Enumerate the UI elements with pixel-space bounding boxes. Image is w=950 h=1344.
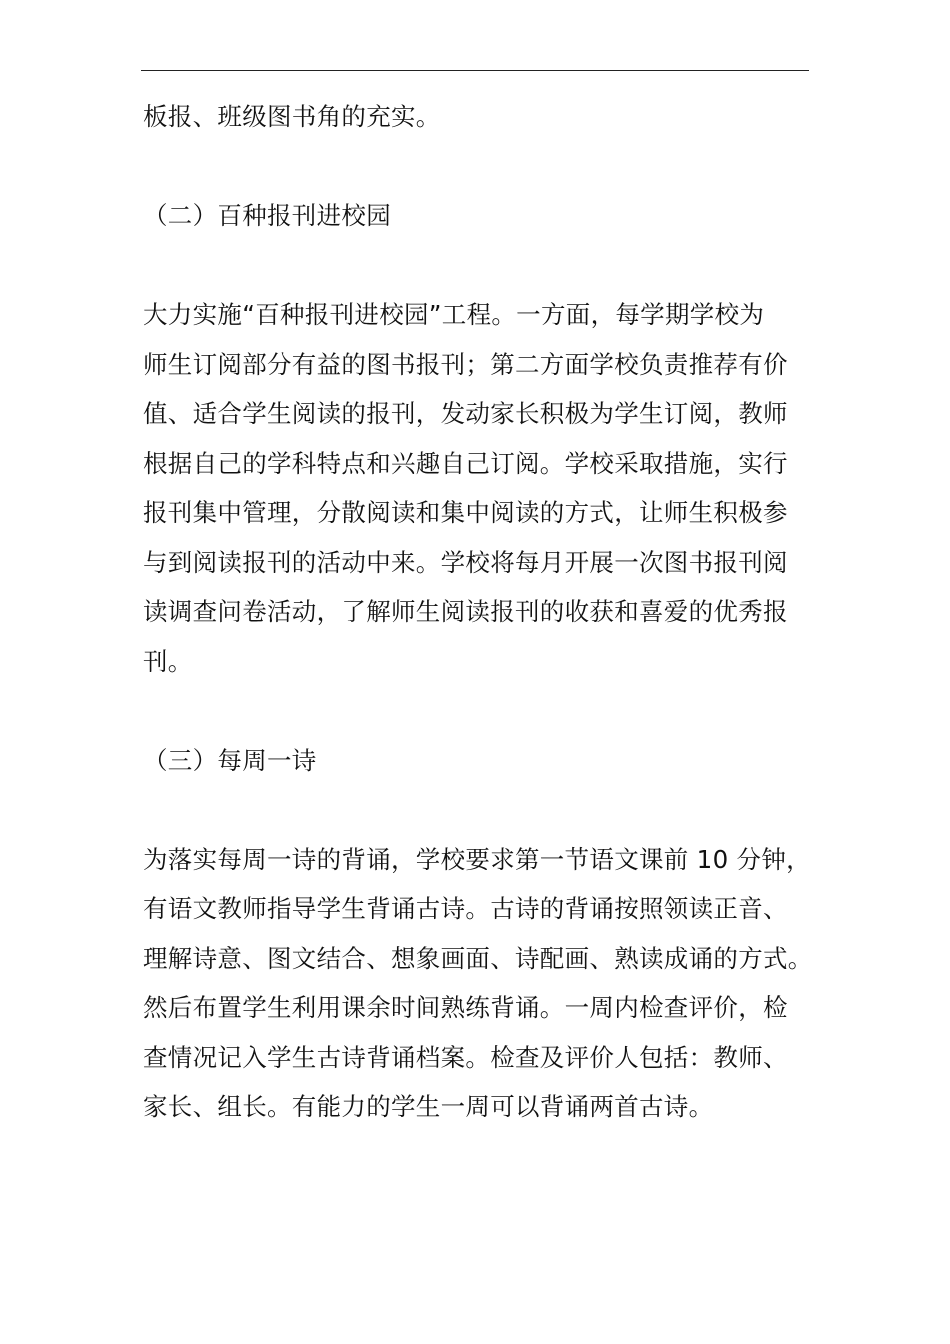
continuation-paragraph <box>143 92 813 142</box>
section-3-paragraph <box>143 835 813 1132</box>
header-rule <box>141 70 809 71</box>
text-line: 然后布置学生利用课余时间熟练背诵。一周内检查评价，检 <box>143 993 788 1022</box>
text-line: 大力实施“百种报刊进校园”工程。一方面，每学期学校为 <box>143 300 765 329</box>
text-line: 根据自己的学科特点和兴趣自己订阅。学校采取措施，实行 <box>143 448 788 478</box>
text-line: 有语文教师指导学生背诵古诗。古诗的背诵按照领读正音、 <box>143 894 788 923</box>
section-heading-3: （三）每周一诗 <box>143 745 317 775</box>
text-line: 值、适合学生阅读的报刊，发动家长积极为学生订阅，教师 <box>143 399 788 428</box>
text-line: 查情况记入学生古诗背诵档案。检查及评价人包括：教师、 <box>143 1042 788 1072</box>
document-body <box>143 92 813 1132</box>
text-line: 板报、班级图书角的充实。 <box>143 102 441 131</box>
text-line: 为落实每周一诗的背诵，学校要求第一节语文课前 10 分钟， <box>143 844 811 874</box>
text-line: 读调查问卷活动，了解师生阅读报刊的收获和喜爱的优秀报 <box>143 597 788 626</box>
text-line: 报刊集中管理，分散阅读和集中阅读的方式，让师生积极参 <box>143 498 788 527</box>
section-heading-2: （二）百种报刊进校园 <box>143 201 391 230</box>
text-line: 理解诗意、图文结合、想象画面、诗配画、熟读成诵的方式。 <box>143 943 813 973</box>
text-line: 家长、组长。有能力的学生一周可以背诵两首古诗。 <box>143 1092 714 1121</box>
section-2-paragraph <box>143 290 813 686</box>
text-line: 刊。 <box>143 646 193 676</box>
text-line: 师生订阅部分有益的图书报刊；第二方面学校负责推荐有价 <box>143 349 788 379</box>
text-line: 与到阅读报刊的活动中来。学校将每月开展一次图书报刊阅 <box>143 547 788 577</box>
